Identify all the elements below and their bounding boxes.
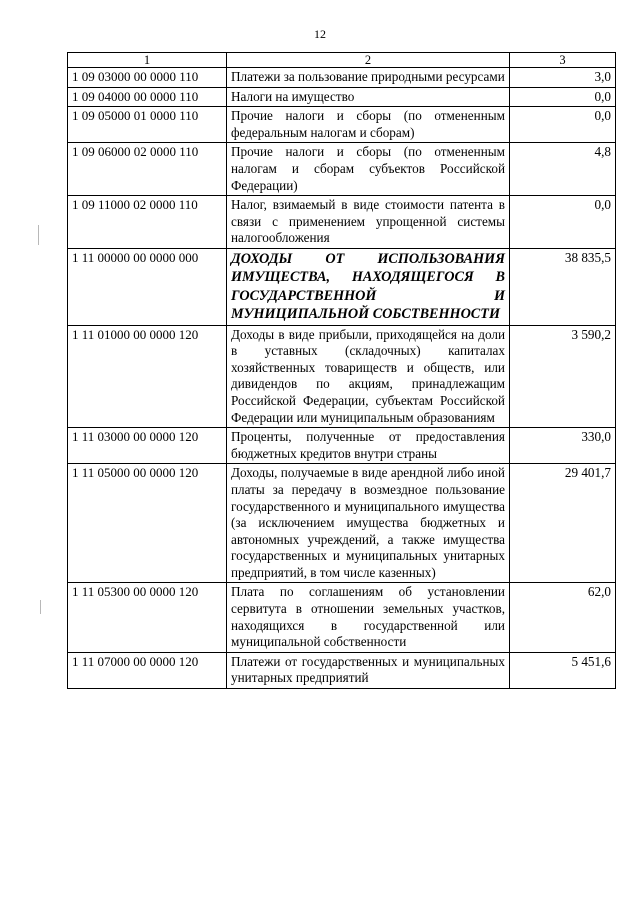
table-row — [68, 428, 616, 464]
column-header-name: 2 — [227, 53, 510, 68]
amount-cell: 3 590,2 — [510, 325, 616, 428]
scan-edge-mark — [40, 600, 41, 614]
budget-code-cell: 1 09 06000 02 0000 110 — [68, 143, 227, 196]
table-row — [68, 248, 616, 325]
amount-cell: 3,0 — [510, 68, 616, 88]
amount-cell: 0,0 — [510, 107, 616, 143]
income-name-cell: Проценты, полученные от предоставления бюджетных кредитов внутри страны — [227, 428, 510, 464]
budget-code-cell: 1 11 05000 00 0000 120 — [68, 464, 227, 583]
amount-cell: 4,8 — [510, 143, 616, 196]
column-header-amount: 3 — [510, 53, 616, 68]
income-name-cell: Прочие налоги и сборы (по отмененным налогам и сборам субъектов Российской Федерации) — [227, 143, 510, 196]
income-name-cell: Платежи от государственных и муниципальных унитарных предприятий — [227, 652, 510, 688]
amount-cell: 38 835,5 — [510, 248, 616, 325]
table-header-row — [68, 53, 616, 68]
table-row — [68, 68, 616, 88]
table-row — [68, 143, 616, 196]
income-name-cell: Налог, взимаемый в виде стоимости патента в связи с применением упрощенной системы налогообложения — [227, 196, 510, 249]
amount-cell: 29 401,7 — [510, 464, 616, 583]
income-name-cell: Налоги на имущество — [227, 87, 510, 107]
table-row — [68, 107, 616, 143]
table-row — [68, 652, 616, 688]
budget-code-cell: 1 11 07000 00 0000 120 — [68, 652, 227, 688]
budget-code-cell: 1 11 01000 00 0000 120 — [68, 325, 227, 428]
amount-cell: 0,0 — [510, 196, 616, 249]
income-name-cell: Доходы, получаемые в виде арендной либо иной платы за передачу в возмездное пользование государственного и муниципального имущества (за исключением имущества бюджетных и автономных учреждений, а также имущества государственных и муниципальных унитарных предприятий, в том числе казенных) — [227, 464, 510, 583]
income-name-cell: Прочие налоги и сборы (по отмененным федеральным налогам и сборам) — [227, 107, 510, 143]
income-name-cell: ДОХОДЫ ОТ ИСПОЛЬЗОВАНИЯ ИМУЩЕСТВА, НАХОДЯЩЕГОСЯ В ГОСУДАРСТВЕННОЙ И МУНИЦИПАЛЬНОЙ СОБСТВЕННОСТИ — [227, 248, 510, 325]
scan-edge-mark — [38, 225, 39, 245]
amount-cell: 330,0 — [510, 428, 616, 464]
amount-cell: 62,0 — [510, 583, 616, 652]
budget-code-cell: 1 11 05300 00 0000 120 — [68, 583, 227, 652]
budget-code-cell: 1 09 03000 00 0000 110 — [68, 68, 227, 88]
table-row — [68, 87, 616, 107]
budget-code-cell: 1 09 11000 02 0000 110 — [68, 196, 227, 249]
budget-code-cell: 1 09 04000 00 0000 110 — [68, 87, 227, 107]
budget-code-cell: 1 09 05000 01 0000 110 — [68, 107, 227, 143]
table-row — [68, 583, 616, 652]
amount-cell: 5 451,6 — [510, 652, 616, 688]
page-number: 12 — [314, 27, 326, 41]
income-name-cell: Плата по соглашениям об установлении сервитута в отношении земельных участков, находящихся в государственной или муниципальной собственности — [227, 583, 510, 652]
table-row — [68, 325, 616, 428]
table-row — [68, 464, 616, 583]
income-name-cell: Доходы в виде прибыли, приходящейся на доли в уставных (складочных) капиталах хозяйственных товариществ и обществ, или дивидендов по акциям, принадлежащим Российской Федерации, субъектам Российской Федерации или муниципальным образованиям — [227, 325, 510, 428]
budget-code-cell: 1 11 03000 00 0000 120 — [68, 428, 227, 464]
revenue-table — [67, 52, 616, 689]
amount-cell: 0,0 — [510, 87, 616, 107]
budget-code-cell: 1 11 00000 00 0000 000 — [68, 248, 227, 325]
column-header-code: 1 — [68, 53, 227, 68]
income-name-cell: Платежи за пользование природными ресурсами — [227, 68, 510, 88]
table-row — [68, 196, 616, 249]
